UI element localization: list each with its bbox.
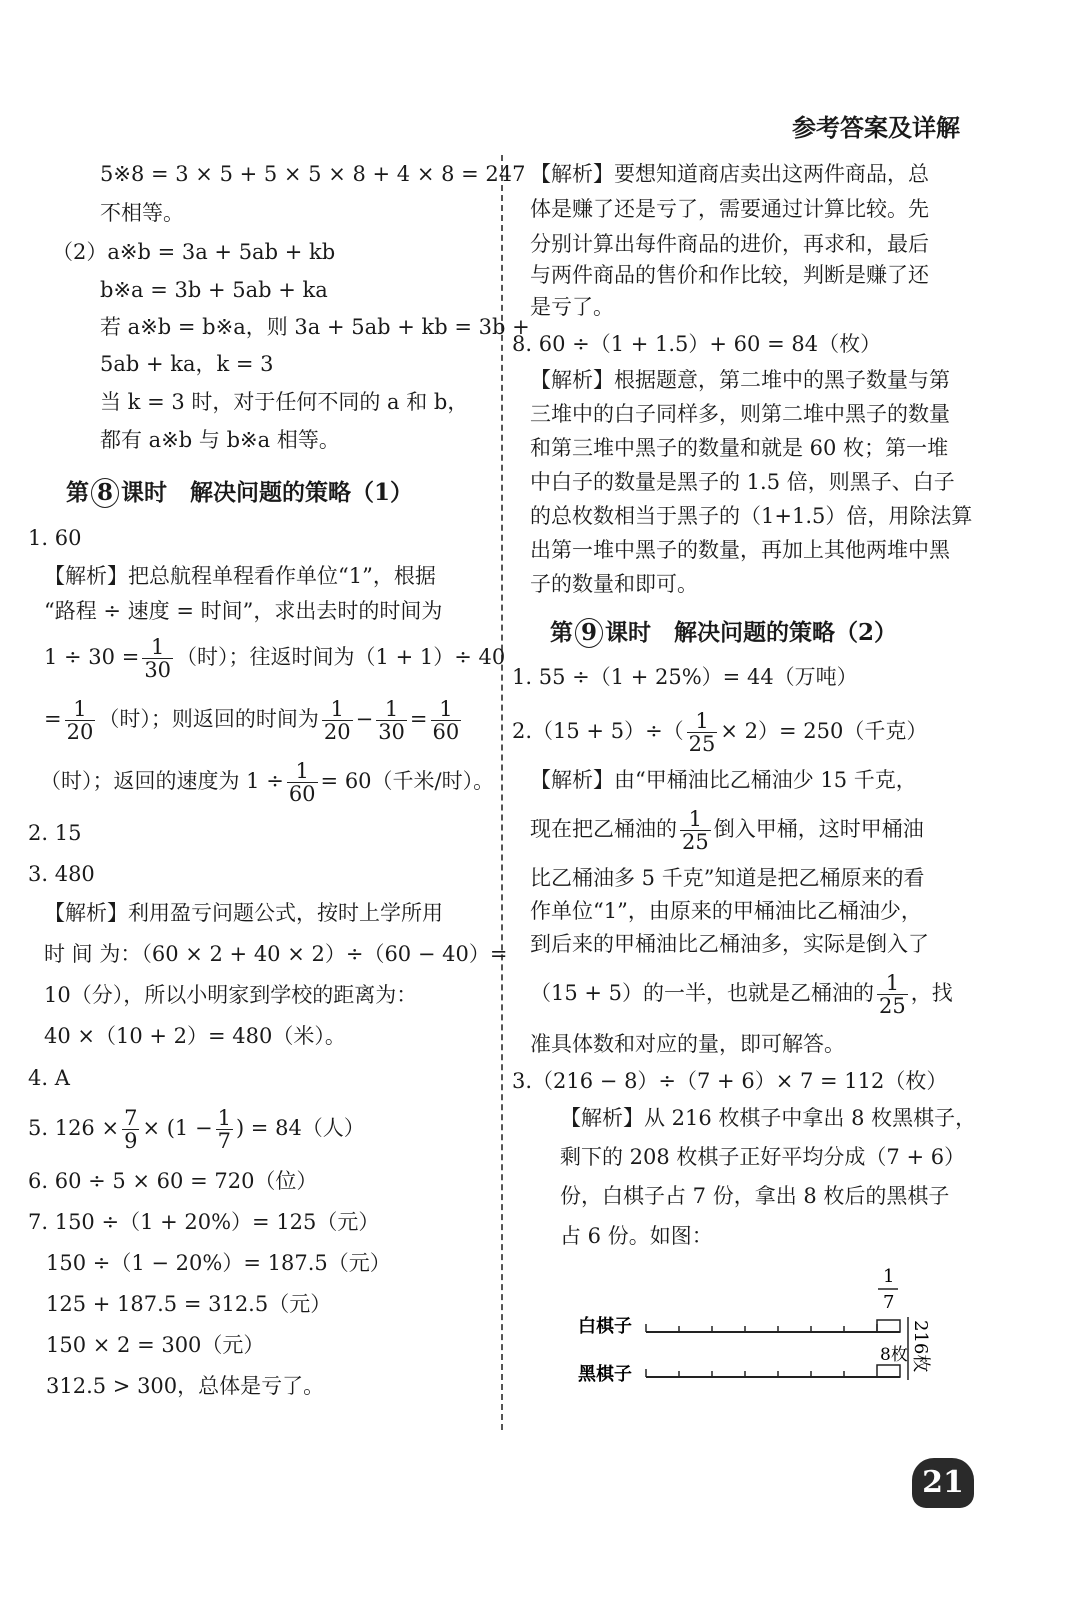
text: ，找 [910,981,953,1006]
denominator: 60 [432,720,460,745]
denominator: 9 [124,1129,138,1154]
line: 125 + 187.5 = 312.5（元） [46,1292,332,1316]
heading-prefix: 第 [550,619,573,646]
line: 10（分），所以小明家到学校的距离为： [44,983,418,1007]
text: （15 + 5）的一半，也就是乙桶油的 [530,981,875,1006]
text: （时）；返回的速度为 1 ÷ [40,769,284,794]
white-ticks [646,1324,877,1332]
line [44,636,505,681]
line: 【解析】把总航程单程看作单位“1”，根据 [44,564,436,588]
numerator: 1 [877,972,908,995]
heading-title: 课时 解决问题的策略（2） [605,619,898,646]
numerator: 1 [431,698,462,721]
fraction [680,808,711,853]
denominator: 60 [288,782,316,807]
line: 到后来的甲桶油比乙桶油多，实际是倒入了 [530,932,929,956]
line: 当 k = 3 时，对于任何不同的 a 和 b， [100,390,469,414]
fraction [687,710,718,755]
black-8-box [877,1365,900,1377]
fraction [65,698,96,743]
line: 是亏了。 [530,295,614,319]
line: 【解析】根据题意，第二堆中的黑子数量与第 [530,368,950,392]
denominator: 20 [323,720,351,745]
text: （时）；则返回的时间为 [98,707,319,732]
line: 分别计算出每件商品的进价，再求和，最后 [530,232,929,256]
denominator: 7 [217,1129,231,1154]
heading-title: 课时 解决问题的策略（1） [121,479,414,506]
text: × 2）= 250（千克） [720,719,928,744]
column-divider [501,155,503,1430]
answer-b1: 1. 55 ÷（1 + 25%）= 44（万吨） [512,665,858,689]
line [530,808,924,853]
lesson-number-badge: 9 [575,618,603,648]
answer-7: 7. 150 ÷（1 + 20%）= 125（元） [28,1210,380,1234]
text: 倒入甲桶，这时甲桶油 [713,817,924,842]
line: 40 ×（10 + 2）= 480（米）。 [44,1024,346,1048]
fraction [216,1107,233,1152]
numerator: 1 [142,636,173,659]
answer-3: 3. 480 [28,862,95,886]
line: 5※8 = 3 × 5 + 5 × 5 × 8 + 4 × 8 = 247 [100,162,526,186]
fraction [376,698,407,743]
line: 比乙桶油多 5 千克”知道是把乙桶原来的看 [530,866,925,890]
line: 准具体数和对应的量，即可解答。 [530,1032,845,1056]
fraction [122,1107,139,1152]
answer-2: 2. 15 [28,821,82,845]
answer-5 [28,1107,365,1152]
fraction-denominator: 7 [883,1292,895,1313]
line: 的总枚数相当于黑子的（1+1.5）倍，用除法算 [530,504,973,528]
numerator: 1 [65,698,96,721]
fraction [877,972,908,1017]
line: 150 ÷（1 − 20%）= 187.5（元） [46,1251,391,1275]
line [530,972,953,1017]
answer-4: 4. A [28,1066,70,1090]
text: = 60（千米/时）。 [320,769,495,794]
line [40,760,494,805]
line: 和第三堆中黑子的数量和就是 60 枚；第一堆 [530,436,949,460]
text: ) = 84（人） [235,1116,365,1141]
numerator: 1 [322,698,353,721]
text: 2.（15 + 5）÷（ [512,719,684,744]
line: 【解析】利用盈亏问题公式，按时上学所用 [44,901,443,925]
heading-prefix: 第 [66,479,89,506]
fraction [322,698,353,743]
line: 都有 a※b 与 b※a 相等。 [100,428,340,452]
line [44,698,464,743]
line: （2）a※b = 3a + 5ab + kb [52,240,336,264]
answer-b3: 3.（216 − 8）÷（7 + 6）× 7 = 112（枚） [512,1069,948,1093]
white-label: 白棋子 [578,1316,632,1337]
total-label: 216枚 [910,1320,931,1373]
text: （时）；往返时间为（1 + 1）÷ 40 [176,645,506,670]
line: 剩下的 208 枚棋子正好平均分成（7 + 6） [560,1145,966,1169]
line: 中白子的数量是黑子的 1.5 倍，则黑子、白子 [530,470,955,494]
line: 不相等。 [100,201,184,225]
section-heading-9 [550,618,897,648]
answer-1: 1. 60 [28,526,82,550]
text: = [409,707,428,732]
denominator: 25 [879,994,906,1019]
text: 现在把乙桶油的 [530,817,677,842]
eight-label: 8枚 [880,1345,908,1365]
line: 占 6 份。如图： [560,1224,713,1248]
line: b※a = 3b + 5ab + ka [100,278,328,302]
line: 【解析】从 216 枚棋子中拿出 8 枚黑棋子， [560,1106,977,1130]
denominator: 30 [378,720,405,745]
denominator: 25 [682,830,709,855]
numerator: 1 [287,760,318,783]
black-label: 黑棋子 [578,1364,632,1385]
denominator: 25 [688,732,716,757]
line: 【解析】要想知道商店卖出这两件商品，总 [530,162,929,186]
line: 子的数量和即可。 [530,572,698,596]
line: 出第一堆中黑子的数量，再加上其他两堆中黑 [530,538,950,562]
line: 三堆中的白子同样多，则第二堆中黑子的数量 [530,402,950,426]
section-heading-8 [66,478,413,508]
fraction-numerator: 1 [883,1266,895,1287]
text: 1 ÷ 30 = [44,645,140,670]
numerator: 1 [376,698,407,721]
text: 5. 126 × [28,1116,120,1141]
numerator: 1 [217,1106,231,1130]
numerator: 1 [680,808,711,831]
line: 与两件商品的售价和作比较，判断是赚了还 [530,263,929,287]
white-segment-box [877,1320,900,1332]
answer-b2 [512,710,927,755]
answer-6: 6. 60 ÷ 5 × 60 = 720（位） [28,1169,318,1193]
segment-diagram [578,1262,978,1392]
line: 时 间 为：（60 × 2 + 40 × 2）÷（60 − 40）= [44,942,508,966]
denominator: 30 [144,658,172,683]
line: 作单位“1”，由原来的甲桶油比乙桶油少， [530,899,922,923]
black-ticks [646,1369,844,1377]
line: 312.5 > 300，总体是亏了。 [46,1374,325,1398]
text: − [355,707,374,732]
lesson-number-badge: 8 [91,478,119,508]
fraction [142,636,173,681]
denominator: 20 [66,720,94,745]
line: 150 × 2 = 300（元） [46,1333,265,1357]
numerator: 7 [124,1106,138,1130]
line: 若 a※b = b※a，则 3a + 5ab + kb = 3b + [100,315,530,339]
page-number-badge: 21 [912,1458,974,1508]
line: 【解析】由“甲桶油比乙桶油少 15 千克， [530,768,917,792]
text: = [44,707,62,732]
text: × (1 − [142,1116,213,1141]
answer-8: 8. 60 ÷（1 + 1.5）+ 60 = 84（枚） [512,332,882,356]
line: “路程 ÷ 速度 = 时间”，求出去时的时间为 [44,599,443,623]
numerator: 1 [687,710,718,733]
fraction [287,760,318,805]
fraction [431,698,462,743]
line: 5ab + ka，k = 3 [100,352,274,376]
page-header: 参考答案及详解 [792,113,960,142]
line: 份，白棋子占 7 份，拿出 8 枚后的黑棋子 [560,1184,950,1208]
line: 体是赚了还是亏了，需要通过计算比较。先 [530,197,929,221]
